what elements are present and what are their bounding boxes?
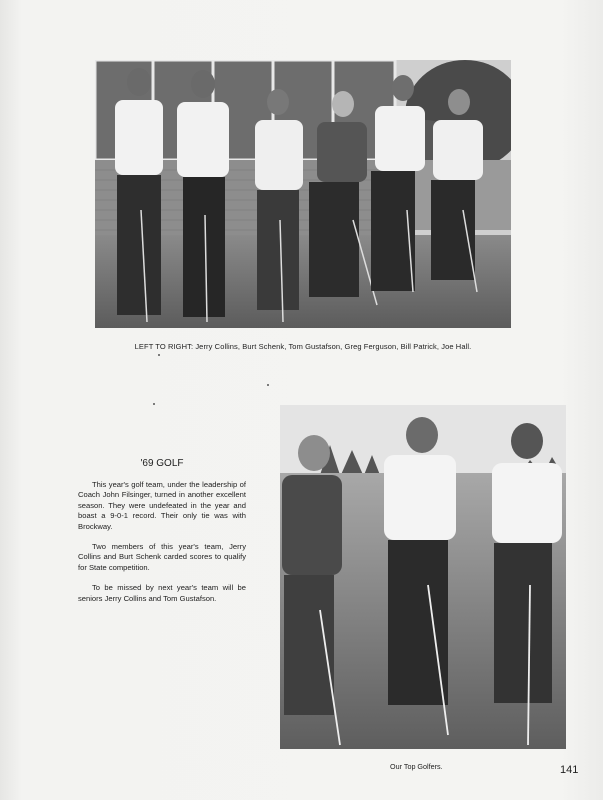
article-paragraph: To be missed by next year's team will be seniors Jerry Collins and Tom Gustafson. bbox=[78, 583, 246, 603]
article-paragraph: This year's golf team, under the leadership of Coach John Filsinger, turned in another excellent season. They were undefeated in the year and boast a 9-0-1 record. Their only tie was with Brockway. bbox=[78, 480, 246, 531]
golf-article bbox=[78, 458, 246, 614]
page-number: 141 bbox=[560, 764, 579, 776]
top-photo-caption: LEFT TO RIGHT: Jerry Collins, Burt Schenk, Tom Gustafson, Greg Ferguson, Bill Patrick, Joe Hall. bbox=[134, 342, 472, 351]
article-title: '69 GOLF bbox=[140, 458, 184, 469]
team-group-photo bbox=[95, 60, 511, 328]
print-speck bbox=[158, 354, 160, 356]
print-speck bbox=[153, 403, 155, 405]
top-golfers-photo bbox=[280, 405, 566, 749]
print-speck bbox=[267, 384, 269, 386]
bottom-photo-caption: Our Top Golfers. bbox=[390, 762, 443, 771]
article-paragraph: Two members of this year's team, Jerry Collins and Burt Schenk carded scores to qualify for State competition. bbox=[78, 542, 246, 572]
